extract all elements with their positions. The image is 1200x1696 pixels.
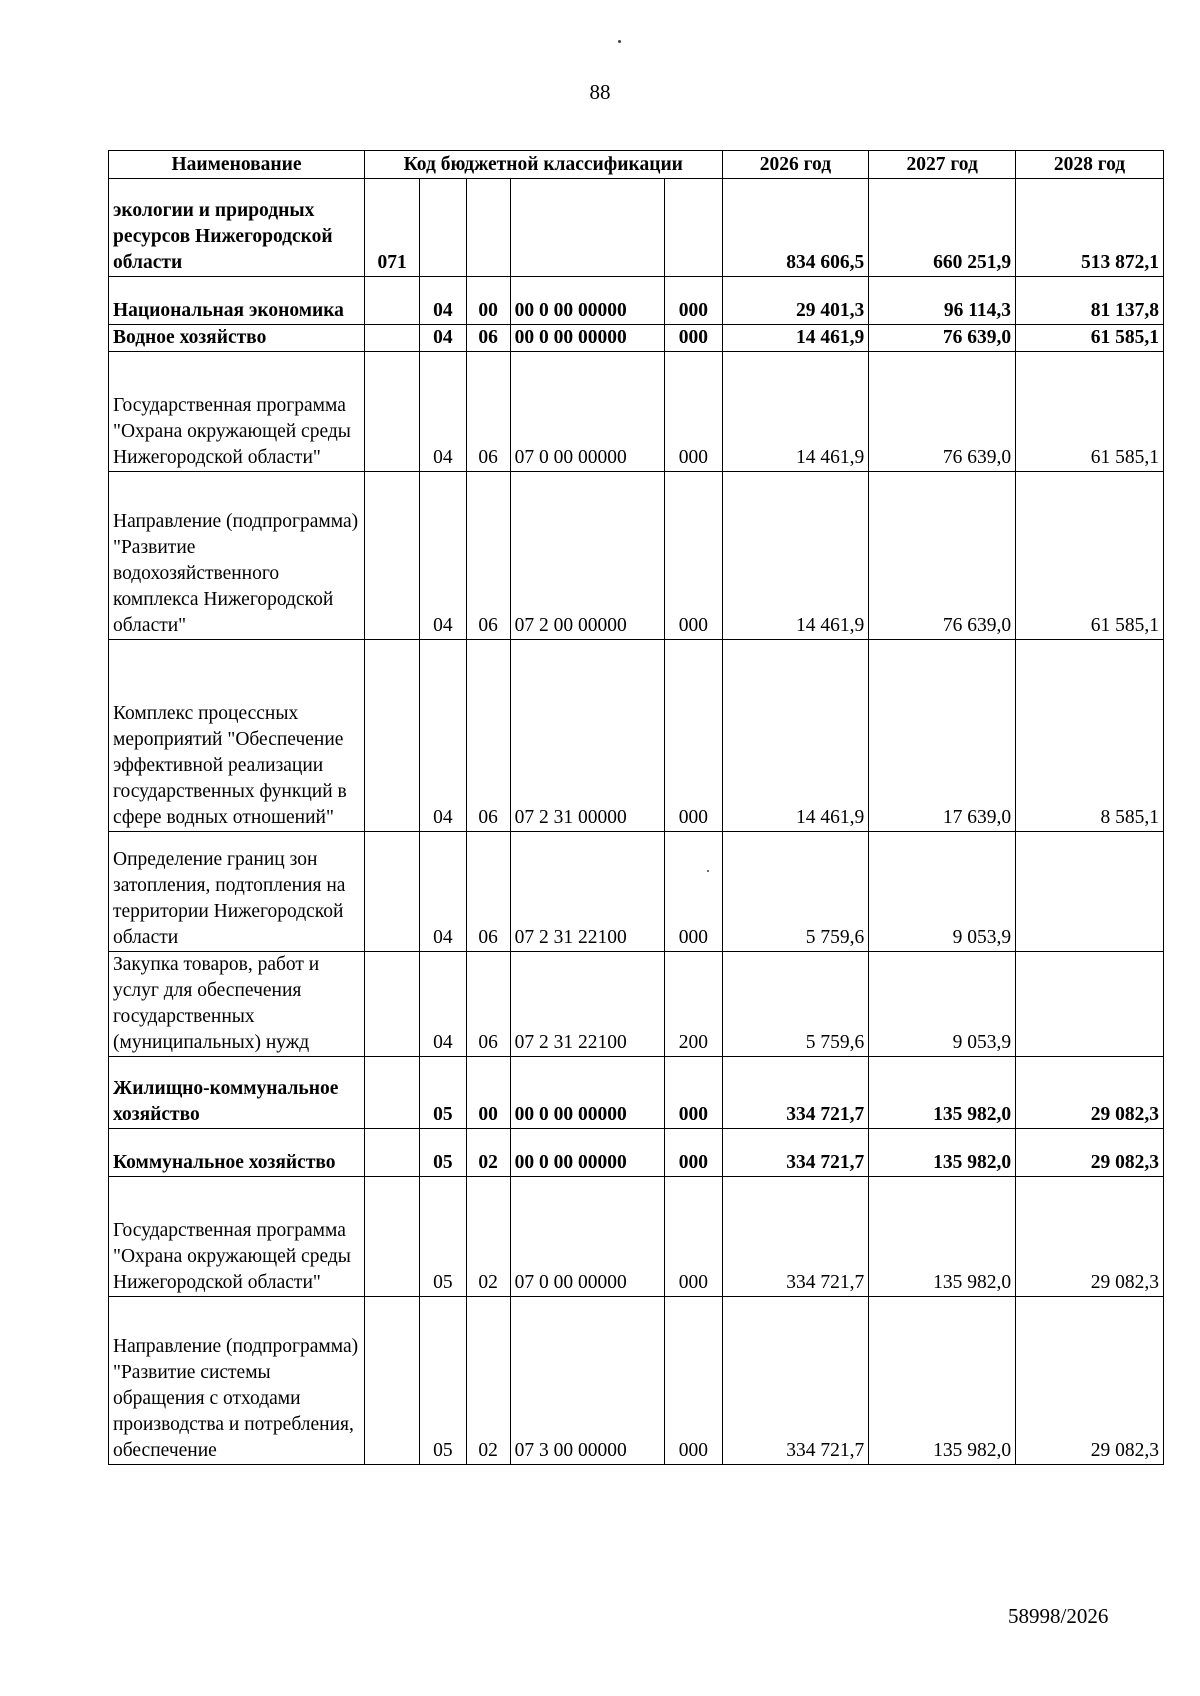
cell-c5: 000 <box>665 1057 722 1129</box>
table-row <box>109 1177 1164 1297</box>
cell-c3: 06 <box>466 472 510 640</box>
header-2027: 2027 год <box>869 151 1016 179</box>
cell-v2026: 14 461,9 <box>722 325 869 352</box>
cell-v2026: 14 461,9 <box>722 352 869 472</box>
cell-name: Коммунальное хозяйство <box>109 1129 365 1177</box>
cell-v2026: 29 401,3 <box>722 277 869 325</box>
cell-v2028: 61 585,1 <box>1016 325 1164 352</box>
cell-name: Водное хозяйство <box>109 325 365 352</box>
cell-c1 <box>365 640 420 832</box>
cell-c5 <box>665 179 722 277</box>
cell-v2028: 29 082,3 <box>1016 1129 1164 1177</box>
cell-v2027: 135 982,0 <box>869 1297 1016 1465</box>
cell-v2026: 334 721,7 <box>722 1297 869 1465</box>
cell-c2: 05 <box>420 1057 466 1129</box>
table-row <box>109 472 1164 640</box>
table-row <box>109 832 1164 952</box>
cell-c2: 05 <box>420 1177 466 1297</box>
cell-v2027: 76 639,0 <box>869 472 1016 640</box>
cell-c1 <box>365 277 420 325</box>
scan-speck <box>618 40 621 43</box>
cell-name: Национальная экономика <box>109 277 365 325</box>
cell-c5: 000 <box>665 1129 722 1177</box>
cell-c2: 05 <box>420 1129 466 1177</box>
cell-v2026: 14 461,9 <box>722 472 869 640</box>
cell-c2: 04 <box>420 952 466 1057</box>
cell-c2: 04 <box>420 832 466 952</box>
cell-v2027: 135 982,0 <box>869 1057 1016 1129</box>
cell-c1 <box>365 1297 420 1465</box>
header-2028: 2028 год <box>1016 151 1164 179</box>
cell-v2028: 513 872,1 <box>1016 179 1164 277</box>
cell-v2027: 76 639,0 <box>869 352 1016 472</box>
cell-v2026: 334 721,7 <box>722 1177 869 1297</box>
cell-name: Комплекс процессных мероприятий "Обеспечение эффективной реализации государственных функций в сфере водных отношений" <box>109 640 365 832</box>
cell-c4: 07 2 31 22100 <box>510 952 664 1057</box>
cell-c4: 00 0 00 00000 <box>510 325 664 352</box>
cell-c1 <box>365 352 420 472</box>
cell-c5: 000 <box>665 1177 722 1297</box>
cell-v2026: 834 606,5 <box>722 179 869 277</box>
cell-c1 <box>365 325 420 352</box>
cell-v2028: 81 137,8 <box>1016 277 1164 325</box>
cell-c4: 00 0 00 00000 <box>510 1057 664 1129</box>
cell-name: Государственная программа "Охрана окружающей среды Нижегородской области" <box>109 352 365 472</box>
cell-v2028: 29 082,3 <box>1016 1177 1164 1297</box>
page-number: 88 <box>589 80 611 104</box>
cell-c2 <box>420 179 466 277</box>
cell-c2: 04 <box>420 277 466 325</box>
cell-v2027: 96 114,3 <box>869 277 1016 325</box>
cell-c5: 000 <box>665 640 722 832</box>
cell-c1 <box>365 1129 420 1177</box>
cell-name: Закупка товаров, работ и услуг для обеспечения государственных (муниципальных) нужд <box>109 952 365 1057</box>
header-code: Код бюджетной классификации <box>365 151 723 179</box>
cell-c3: 00 <box>466 1057 510 1129</box>
table-row <box>109 277 1164 325</box>
table-row <box>109 1129 1164 1177</box>
cell-c4: 07 3 00 00000 <box>510 1297 664 1465</box>
cell-v2028 <box>1016 832 1164 952</box>
cell-c3: 02 <box>466 1297 510 1465</box>
cell-c1 <box>365 1057 420 1129</box>
header-name: Наименование <box>109 151 365 179</box>
cell-c3: 06 <box>466 352 510 472</box>
cell-v2026: 5 759,6 <box>722 952 869 1057</box>
cell-name: Направление (подпрограмма) "Развитие системы обращения с отходами производства и потребления, обеспечение <box>109 1297 365 1465</box>
cell-c2: 04 <box>420 640 466 832</box>
cell-c5: 000 <box>665 325 722 352</box>
cell-c1 <box>365 472 420 640</box>
cell-v2026: 5 759,6 <box>722 832 869 952</box>
cell-c5: 000 <box>665 472 722 640</box>
document-id: 58998/2026 <box>1008 1604 1109 1628</box>
table-row <box>109 1057 1164 1129</box>
cell-v2028: 61 585,1 <box>1016 352 1164 472</box>
cell-c4: 07 2 31 22100 <box>510 832 664 952</box>
cell-c1 <box>365 952 420 1057</box>
cell-v2028: 29 082,3 <box>1016 1057 1164 1129</box>
cell-c2: 04 <box>420 352 466 472</box>
cell-c4: 07 0 00 00000 <box>510 1177 664 1297</box>
header-2026: 2026 год <box>722 151 869 179</box>
cell-v2028 <box>1016 952 1164 1057</box>
cell-c3: 00 <box>466 277 510 325</box>
cell-c2: 05 <box>420 1297 466 1465</box>
cell-c4 <box>510 179 664 277</box>
cell-c3: 02 <box>466 1177 510 1297</box>
cell-c4: 07 2 31 00000 <box>510 640 664 832</box>
cell-c4: 00 0 00 00000 <box>510 277 664 325</box>
cell-c3: 06 <box>466 952 510 1057</box>
cell-v2026: 334 721,7 <box>722 1057 869 1129</box>
cell-v2027: 9 053,9 <box>869 952 1016 1057</box>
cell-c4: 07 0 00 00000 <box>510 352 664 472</box>
cell-c5: 000 <box>665 352 722 472</box>
table-row <box>109 325 1164 352</box>
table-row <box>109 352 1164 472</box>
cell-c4: 07 2 00 00000 <box>510 472 664 640</box>
table-row <box>109 640 1164 832</box>
cell-c1 <box>365 832 420 952</box>
cell-c3 <box>466 179 510 277</box>
cell-name: Направление (подпрограмма) "Развитие водохозяйственного комплекса Нижегородской области" <box>109 472 365 640</box>
cell-v2027: 17 639,0 <box>869 640 1016 832</box>
cell-c2: 04 <box>420 325 466 352</box>
cell-c5: 200 <box>665 952 722 1057</box>
cell-c3: 06 <box>466 640 510 832</box>
cell-v2027: 660 251,9 <box>869 179 1016 277</box>
cell-c1 <box>365 1177 420 1297</box>
cell-v2028: 8 585,1 <box>1016 640 1164 832</box>
cell-v2027: 9 053,9 <box>869 832 1016 952</box>
cell-c5: 000 <box>665 832 722 952</box>
budget-table <box>108 150 1164 1465</box>
cell-c3: 06 <box>466 325 510 352</box>
cell-name: экологии и природных ресурсов Нижегородской области <box>109 179 365 277</box>
cell-v2027: 76 639,0 <box>869 325 1016 352</box>
cell-v2026: 334 721,7 <box>722 1129 869 1177</box>
cell-name: Жилищно-коммунальное хозяйство <box>109 1057 365 1129</box>
table-header-row <box>109 151 1164 179</box>
cell-c3: 06 <box>466 832 510 952</box>
cell-v2027: 135 982,0 <box>869 1177 1016 1297</box>
cell-v2028: 29 082,3 <box>1016 1297 1164 1465</box>
cell-name: Государственная программа "Охрана окружающей среды Нижегородской области" <box>109 1177 365 1297</box>
cell-c5: 000 <box>665 1297 722 1465</box>
cell-v2026: 14 461,9 <box>722 640 869 832</box>
cell-name: Определение границ зон затопления, подтопления на территории Нижегородской области <box>109 832 365 952</box>
table-row <box>109 952 1164 1057</box>
cell-c4: 00 0 00 00000 <box>510 1129 664 1177</box>
cell-c3: 02 <box>466 1129 510 1177</box>
cell-v2027: 135 982,0 <box>869 1129 1016 1177</box>
cell-v2028: 61 585,1 <box>1016 472 1164 640</box>
table-row <box>109 1297 1164 1465</box>
cell-c2: 04 <box>420 472 466 640</box>
cell-c5: 000 <box>665 277 722 325</box>
cell-c1: 071 <box>365 179 420 277</box>
table-row <box>109 179 1164 277</box>
